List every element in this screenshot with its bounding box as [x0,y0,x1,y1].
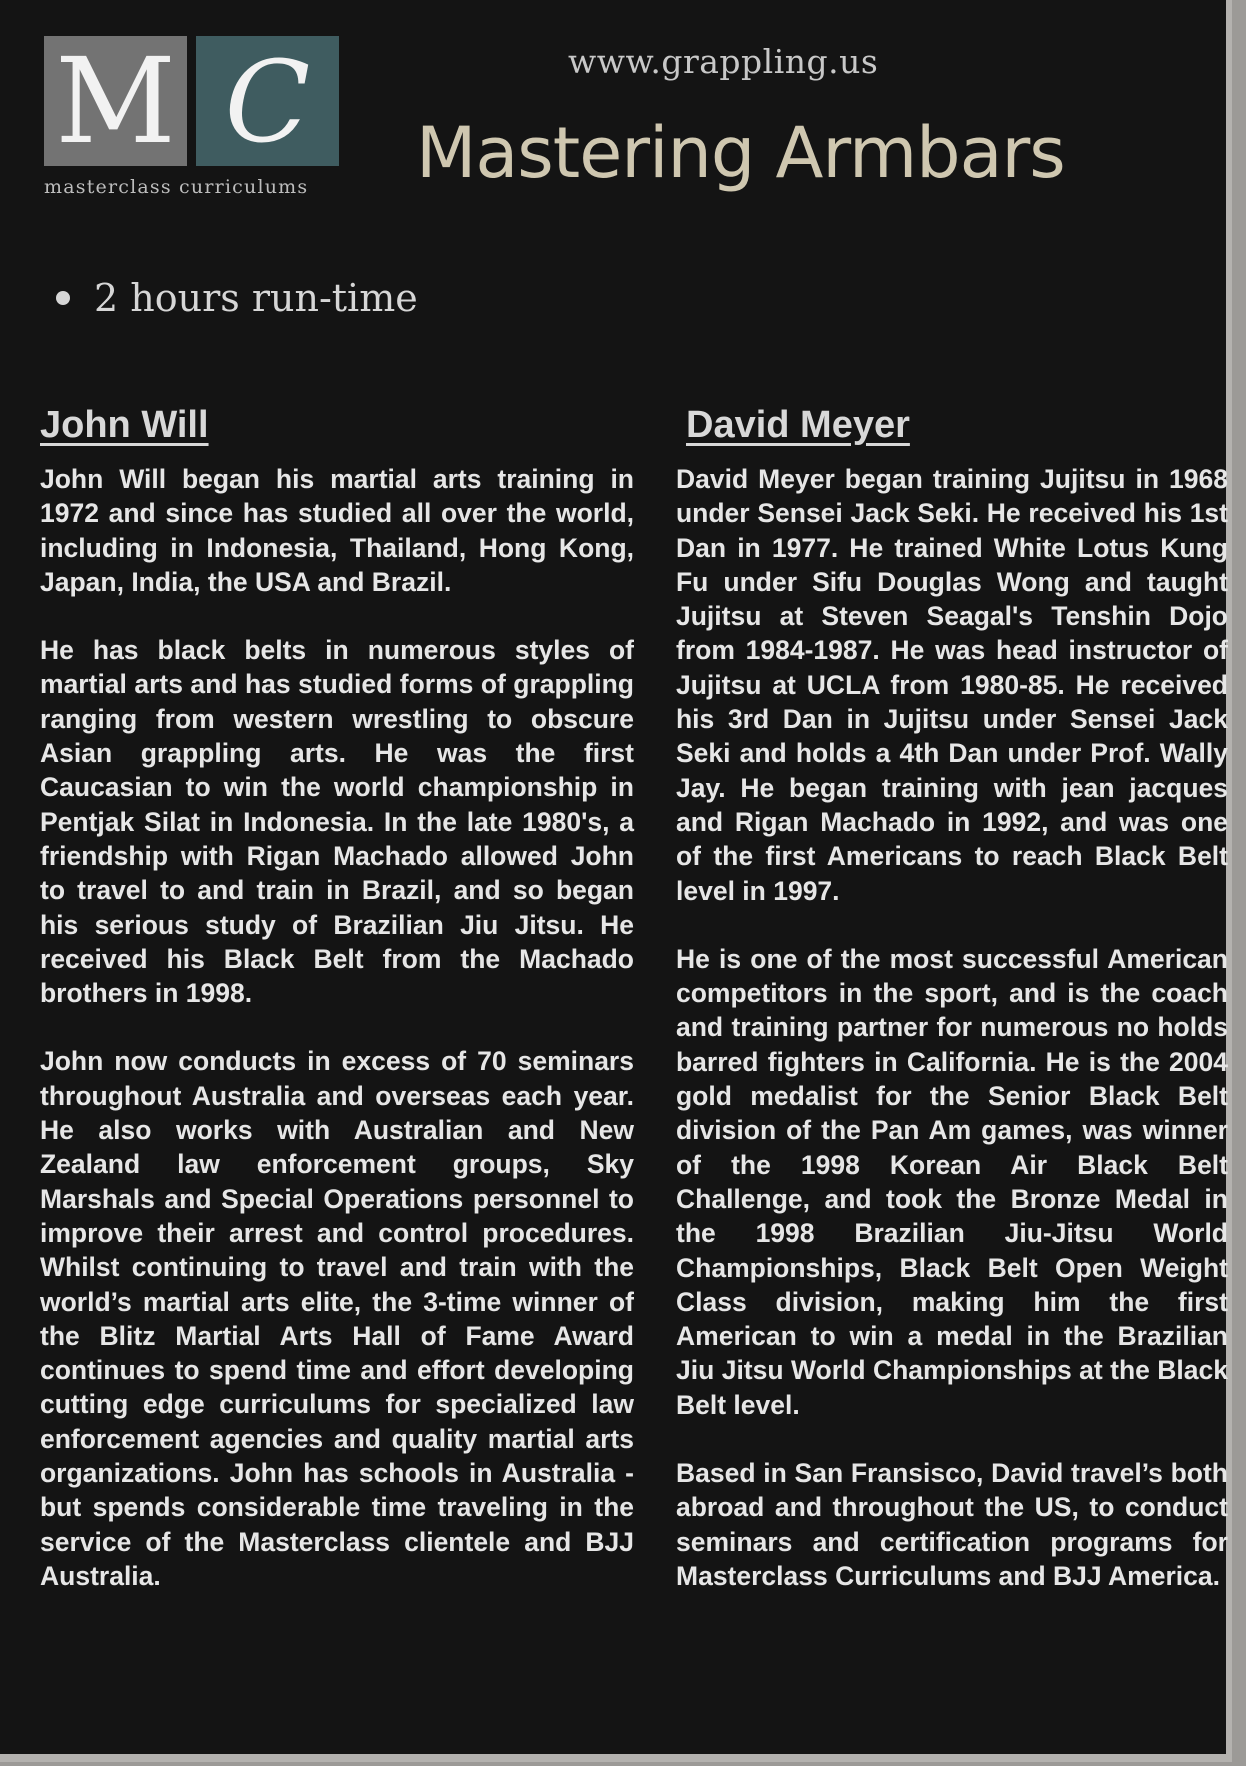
bio-name: John Will [40,404,209,446]
runtime-bullet [56,276,418,320]
logo-caption: masterclass curriculums [44,176,309,198]
bio-name: David Meyer [686,404,910,446]
masterclass-logo [44,32,359,211]
logo-letter-c: C [224,38,311,168]
bio-paragraph: He has black belts in numerous styles of martial arts and has studied forms of grappling ranging from western wrestling to obscure Asian grappling arts. He was the first Caucasian to win the world championship in Pentjak Silat in Indonesia. In the late 1980's, a friendship with Rigan Machado allowed John to travel to and train in Brazil, and so began his serious study of Brazilian Jiu Jitsu. He received his Black Belt from the Machado brothers in 1998. [40,635,634,1009]
bio-paragraph: David Meyer began training Jujitsu in 1968 under Sensei Jack Seki. He received his 1st Dan in 1977. He trained White Lotus Kung Fu under Sifu Douglas Wong and taught Jujitsu at Steven Seagal's Tenshin Dojo from 1984-1987. He was head instructor of Jujitsu at UCLA from 1980-85. He received his 3rd Dan in Jujitsu under Sensei Jack Seki and holds a 4th Dan under Prof. Wally Jay. He began training with jean jacques and Rigan Machado in 1992, and was one of the first Americans to reach Black Belt level in 1997. [676,464,1228,906]
bio-john-will [40,400,634,1627]
logo-letter-m: M [55,32,176,170]
bio-david-meyer [676,400,1228,1627]
bio-paragraph: He is one of the most successful American competitors in the sport, and is the coach and training partner for numerous no holds barred fighters in California. He is the 2004 gold medalist for the Senior Black Belt division of the Pan Am games, was winner of the 1998 Korean Air Black Belt Challenge, and took the Bronze Medal in the 1998 Brazilian Jiu-Jitsu World Championships, Black Belt Open Weight Class division, making him the first American to win a medal in the Brazilian Jiu Jitsu World Championships at the Black Belt level. [676,943,1228,1420]
website-url: www.grappling.us [568,42,879,81]
bullet-icon [56,291,70,305]
bio-paragraph: John now conducts in excess of 70 seminars throughout Australia and overseas each year. He also works with Australian and New Zealand law enforcement groups, Sky Marshals and Special Operations personnel to improve their arrest and control procedures. Whilst continuing to travel and train with the world’s martial arts elite, the 3-time winner of the Blitz Martial Arts Hall of Fame Award continues to spend time and effort developing cutting edge curriculums for specialized law enforcement agencies and quality martial arts organizations. John has schools in Australia - but spends considerable time traveling in the service of the Masterclass clientele and BJJ Australia. [40,1046,634,1591]
bio-paragraph: John Will began his martial arts training in 1972 and since has studied all over the world, including in Indonesia, Thailand, Hong Kong, Japan, India, the USA and Brazil. [40,464,634,597]
bio-paragraph: Based in San Fransisco, David travel’s both abroad and throughout the US, to conduct seminars and certification programs for Masterclass Curriculums and BJJ America. [676,1458,1228,1591]
product-title: Mastering Armbars [416,112,1065,194]
runtime-text: 2 hours run-time [94,276,418,320]
